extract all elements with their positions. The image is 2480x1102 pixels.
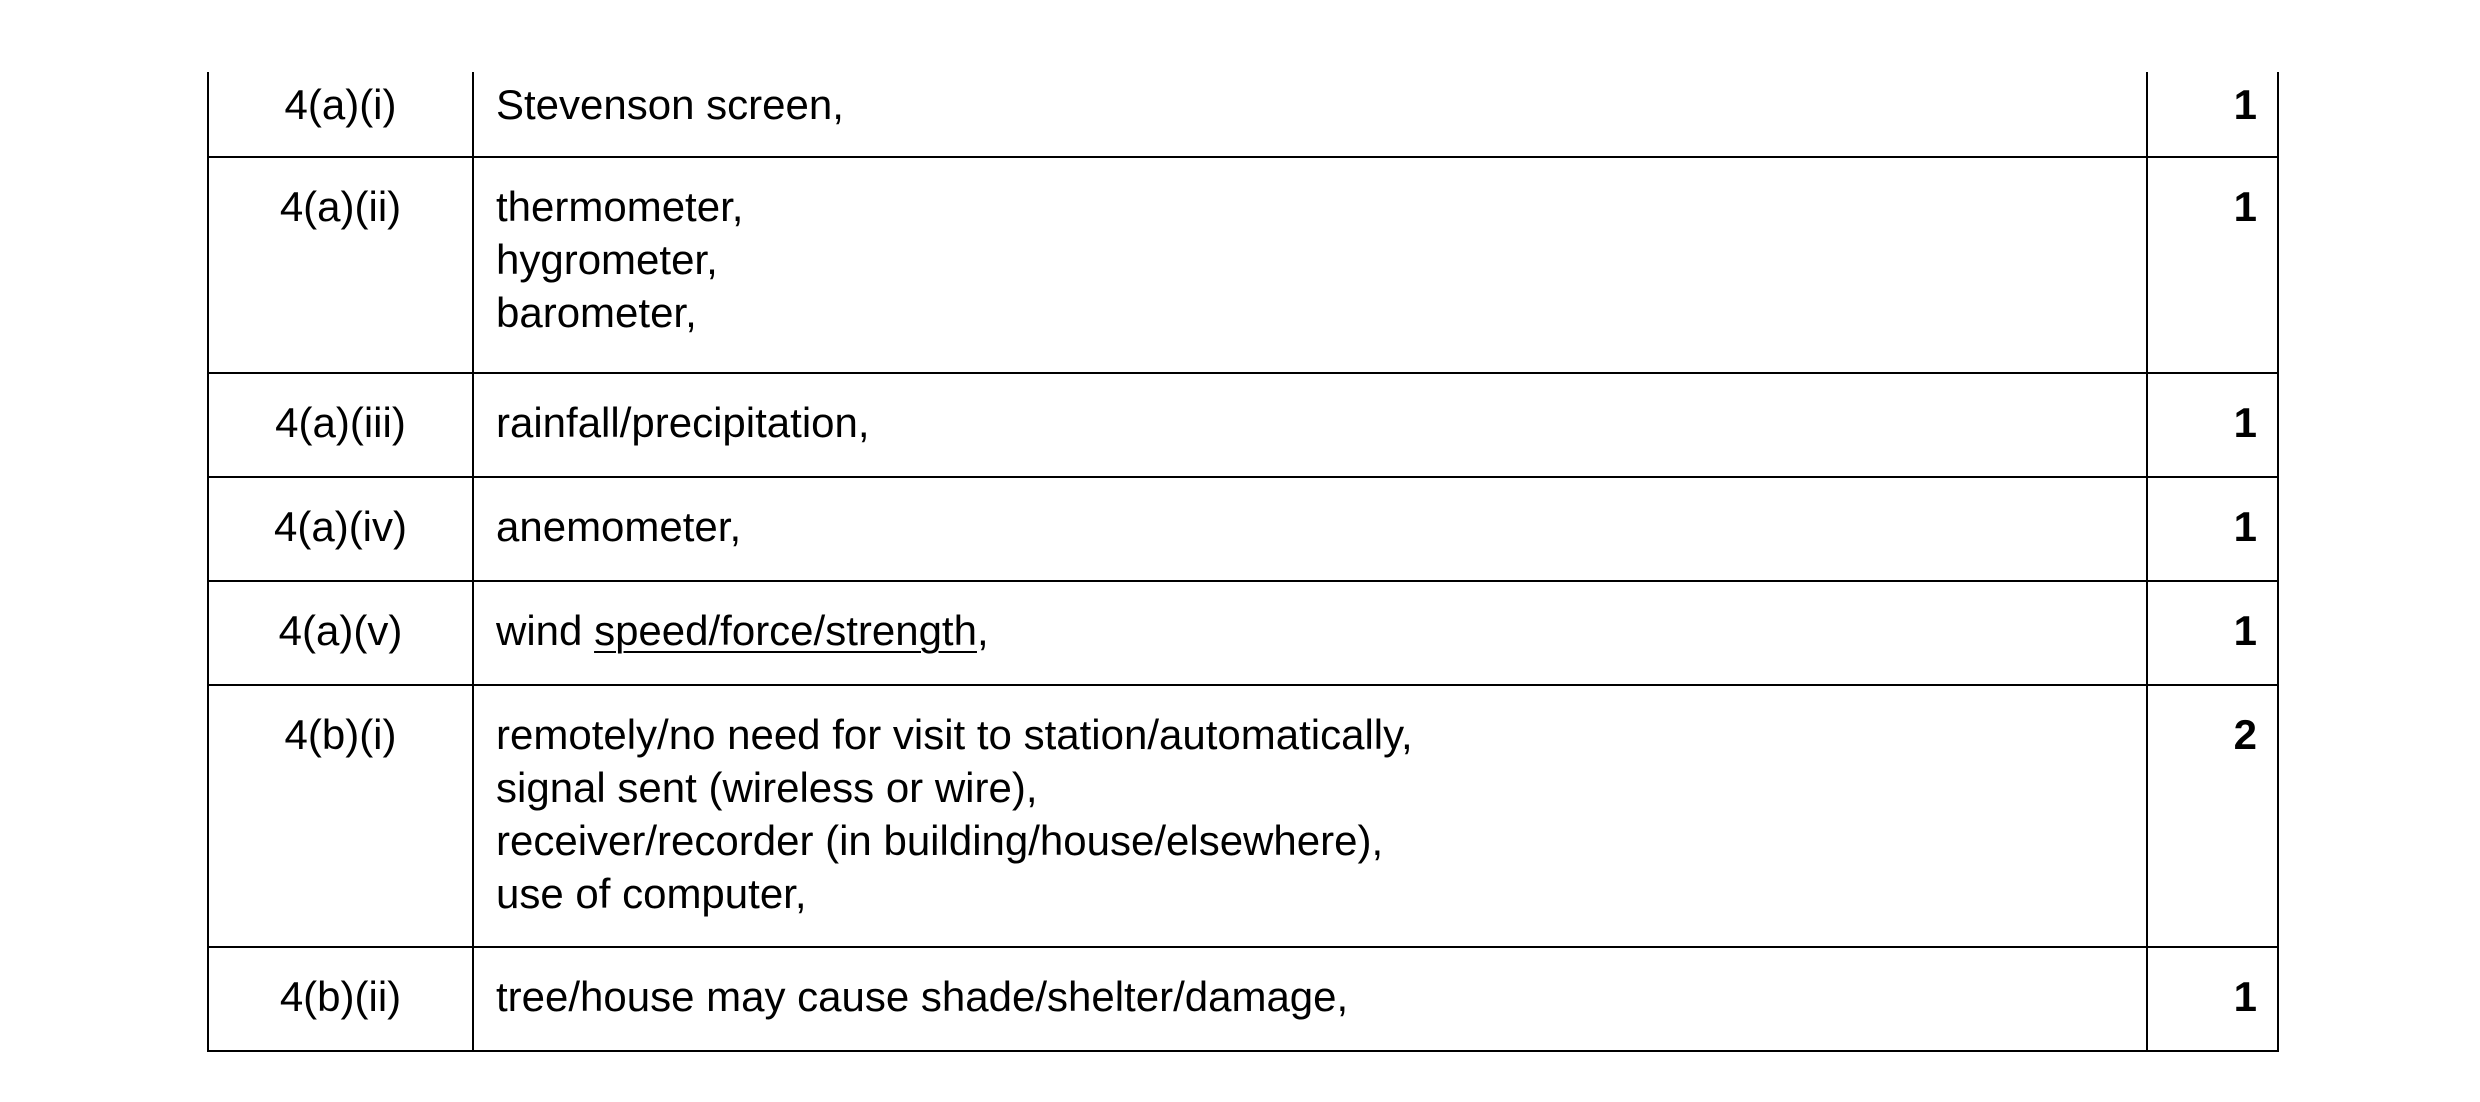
answer-line: tree/house may cause shade/shelter/damage, <box>496 973 1349 1020</box>
answer-line: barometer, <box>496 289 697 336</box>
answer-line: anemometer, <box>496 503 742 550</box>
answer-text: , <box>976 607 989 654</box>
question-number: 4(b)(ii) <box>208 947 473 1051</box>
answer-line: signal sent (wireless or wire), <box>496 764 1038 811</box>
table-row <box>208 947 2278 1051</box>
marks: 1 <box>2147 477 2278 581</box>
answer-cell <box>473 947 2147 1051</box>
table-row <box>208 581 2278 685</box>
marks: 1 <box>2147 947 2278 1051</box>
marks: 2 <box>2147 685 2278 947</box>
answer-line: hygrometer, <box>496 236 718 283</box>
question-number: 4(a)(v) <box>208 581 473 685</box>
question-number: 4(a)(iii) <box>208 373 473 477</box>
marks: 1 <box>2147 373 2278 477</box>
answer-cell <box>473 72 2147 157</box>
table-row <box>208 157 2278 373</box>
answer-cell <box>473 685 2147 947</box>
answer-cell <box>473 581 2147 685</box>
mark-scheme-table-container <box>207 72 2277 1052</box>
marks: 1 <box>2147 157 2278 373</box>
answer-cell <box>473 477 2147 581</box>
table-row <box>208 477 2278 581</box>
answer-cell <box>473 157 2147 373</box>
answer-line: Stevenson screen, <box>496 81 844 128</box>
table-row <box>208 72 2278 157</box>
answer-line: receiver/recorder (in building/house/elsewhere), <box>496 817 1384 864</box>
answer-cell <box>473 373 2147 477</box>
underlined-answer-text: speed/force/strength <box>594 607 977 654</box>
table-row <box>208 373 2278 477</box>
table-row <box>208 685 2278 947</box>
marks: 1 <box>2147 581 2278 685</box>
answer-line <box>496 604 2124 657</box>
answer-line: thermometer, <box>496 183 744 230</box>
answer-line: rainfall/precipitation, <box>496 399 870 446</box>
answer-line: remotely/no need for visit to station/automatically, <box>496 711 1413 758</box>
marks: 1 <box>2147 72 2278 157</box>
answer-text: wind <box>496 607 595 654</box>
answer-line: use of computer, <box>496 870 807 917</box>
question-number: 4(b)(i) <box>208 685 473 947</box>
question-number: 4(a)(ii) <box>208 157 473 373</box>
question-number: 4(a)(iv) <box>208 477 473 581</box>
question-number: 4(a)(i) <box>208 72 473 157</box>
mark-scheme-table <box>207 72 2279 1052</box>
